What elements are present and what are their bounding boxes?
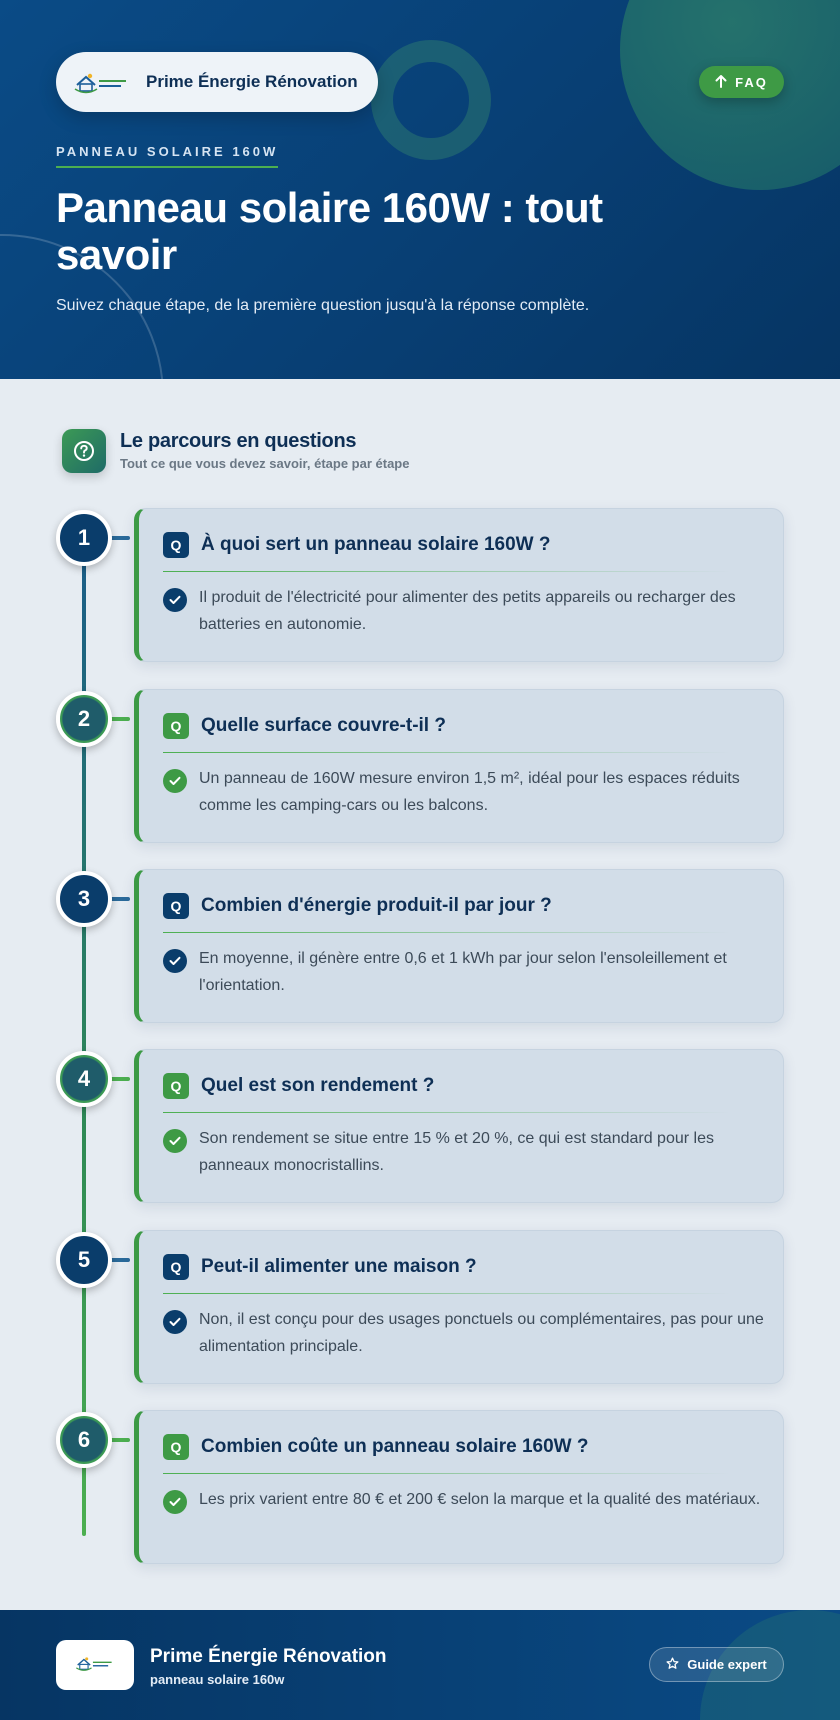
footer: [0, 1610, 840, 1720]
question-text: Combien d'énergie produit-il par jour ?: [201, 895, 552, 916]
step-number: 2: [56, 691, 112, 747]
check-icon: [163, 769, 187, 793]
answer-text: Son rendement se situe entre 15 % et 20 %, ce qui est standard pour les panneaux monocristallins.: [199, 1130, 714, 1174]
answer-text: Un panneau de 160W mesure environ 1,5 m², idéal pour les espaces réduits comme les camping-cars ou les balcons.: [199, 770, 740, 814]
faq-item: [0, 1410, 840, 1564]
guide-expert-button[interactable]: [649, 1647, 784, 1682]
section-subtitle: Tout ce que vous devez savoir, étape par étape: [120, 456, 410, 471]
logo-house-icon: [74, 69, 130, 95]
question-text: Quelle surface couvre-t-il ?: [201, 715, 446, 736]
divider: [163, 752, 731, 753]
divider: [163, 1473, 731, 1474]
divider: [163, 1293, 731, 1294]
divider: [163, 1112, 731, 1113]
timeline-line: [82, 536, 86, 1536]
question-circle-icon: [62, 429, 106, 473]
answer-text: Il produit de l'électricité pour alimenter des petits appareils ou recharger des batteries en autonomie.: [199, 589, 736, 633]
step-number: 4: [56, 1051, 112, 1107]
question-badge: Q: [163, 713, 189, 739]
question-text: Quel est son rendement ?: [201, 1075, 435, 1096]
step-number: 3: [56, 871, 112, 927]
arrow-up-icon: [715, 74, 727, 91]
guide-expert-label: Guide expert: [687, 1657, 767, 1672]
brand-name: Prime Énergie Rénovation: [146, 72, 358, 91]
check-icon: [163, 588, 187, 612]
question-text: Peut-il alimenter une maison ?: [201, 1256, 477, 1277]
answer-text: En moyenne, il génère entre 0,6 et 1 kWh par jour selon l'ensoleillement et l'orientation.: [199, 950, 727, 994]
faq-item: [0, 869, 840, 1023]
question-text: À quoi sert un panneau solaire 160W ?: [201, 534, 551, 555]
faq-item: [0, 1049, 840, 1203]
question-badge: Q: [163, 893, 189, 919]
check-icon: [163, 1129, 187, 1153]
faq-card[interactable]: [134, 689, 784, 843]
footer-subtitle: panneau solaire 160w: [150, 1672, 285, 1687]
check-icon: [163, 1310, 187, 1334]
faq-card[interactable]: [134, 1230, 784, 1384]
divider: [163, 932, 731, 933]
faq-card[interactable]: [134, 508, 784, 662]
question-badge: Q: [163, 532, 189, 558]
faq-card[interactable]: [134, 1410, 784, 1564]
faq-card[interactable]: [134, 1049, 784, 1203]
eyebrow-label: PANNEAU SOLAIRE 160W: [56, 144, 278, 168]
check-icon: [163, 949, 187, 973]
faq-item: [0, 689, 840, 843]
footer-logo[interactable]: [56, 1640, 134, 1690]
hero-header: [0, 0, 840, 379]
section-title: Le parcours en questions: [120, 430, 357, 452]
faq-label: FAQ: [735, 74, 768, 90]
faq-item: [0, 1230, 840, 1384]
page-subtitle: Suivez chaque étape, de la première question jusqu'à la réponse complète.: [56, 297, 590, 314]
faq-item: [0, 508, 840, 662]
brand-pill[interactable]: [56, 52, 378, 112]
step-number: 1: [56, 510, 112, 566]
answer-text: Non, il est conçu pour des usages ponctuels ou complémentaires, pas pour une alimentation principale.: [199, 1311, 764, 1355]
question-text: Combien coûte un panneau solaire 160W ?: [201, 1436, 589, 1457]
faq-card[interactable]: [134, 869, 784, 1023]
decorative-ring: [371, 40, 491, 160]
divider: [163, 571, 731, 572]
page-title: Panneau solaire 160W : tout savoir: [56, 184, 603, 278]
star-icon: [666, 1657, 679, 1673]
logo-house-icon: [73, 1654, 117, 1677]
faq-button[interactable]: [699, 66, 784, 98]
question-badge: Q: [163, 1434, 189, 1460]
answer-text: Les prix varient entre 80 € et 200 € selon la marque et la qualité des matériaux.: [199, 1491, 761, 1508]
check-icon: [163, 1490, 187, 1514]
step-number: 6: [56, 1412, 112, 1468]
question-badge: Q: [163, 1073, 189, 1099]
question-badge: Q: [163, 1254, 189, 1280]
footer-brand-name: Prime Énergie Rénovation: [150, 1646, 387, 1667]
step-number: 5: [56, 1232, 112, 1288]
